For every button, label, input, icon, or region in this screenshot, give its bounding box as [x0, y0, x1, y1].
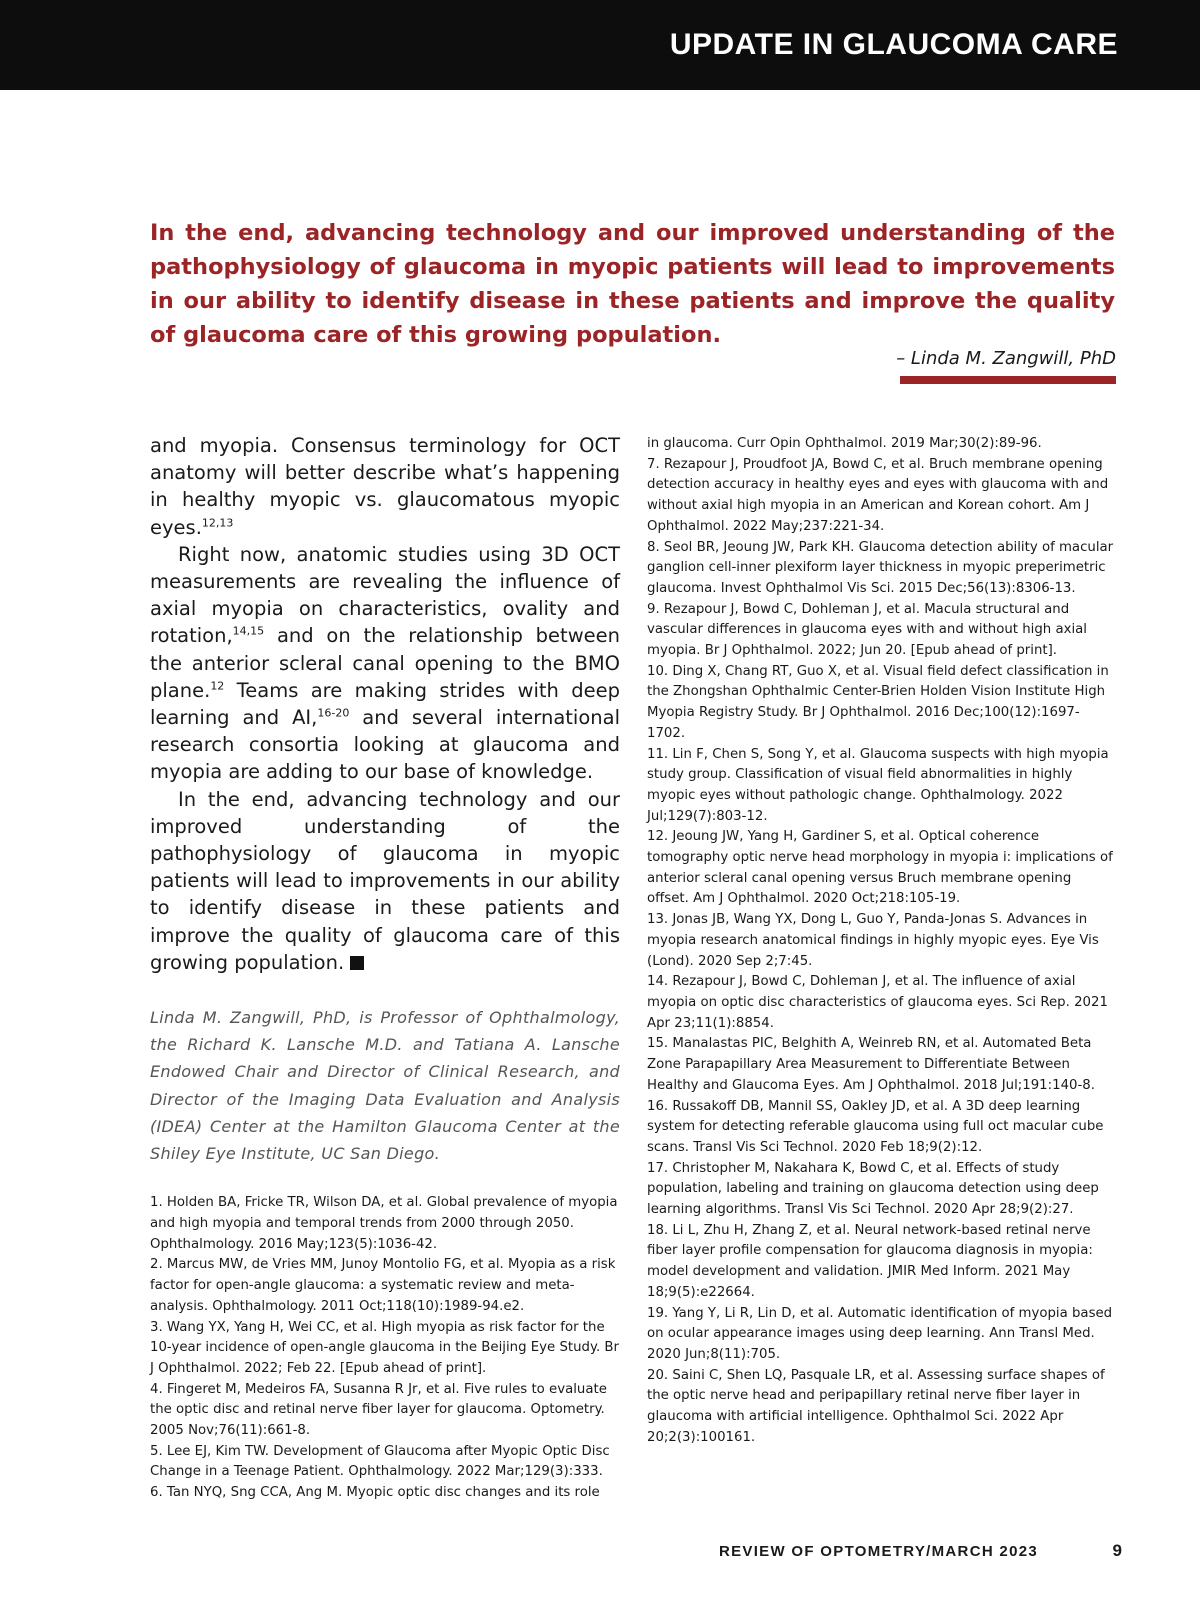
reference-item: 13. Jonas JB, Wang YX, Dong L, Guo Y, Panda-Jonas S. Advances in myopia research anatomical findings in highly myopic eyes. Eye Vis (Lond). 2020 Sep 2;7:45. [647, 912, 1099, 969]
pull-quote-attribution: – Linda M. Zangwill, PhD [896, 348, 1116, 369]
reference-item: 12. Jeoung JW, Yang H, Gardiner S, et al. Optical coherence tomography optic nerve head morphology in myopia i: implications of anterior scleral canal opening versus Bruch membrane opening offset. Am J Ophthalmol. 2020 Oct;218:105-19. [647, 829, 1113, 907]
reference-item: 15. Manalastas PIC, Belghith A, Weinreb RN, et al. Automated Beta Zone Parapapillary Area Measurement to Differentiate Between Healthy and Glaucoma Eyes. Am J Ophthalmol. 2018 Jul;191:140-8. [647, 1036, 1095, 1093]
reference-item: 19. Yang Y, Li R, Lin D, et al. Automatic identification of myopia based on ocular appearance images using deep learning. Ann Transl Med. 2020 Jun;8(11):705. [647, 1305, 1113, 1362]
reference-item: 5. Lee EJ, Kim TW. Development of Glaucoma after Myopic Optic Disc Change in a Teenage Patient. Ophthalmology. 2022 Mar;129(3):333. [150, 1443, 610, 1480]
footer-journal-title: REVIEW OF OPTOMETRY/MARCH 2023 [718, 1543, 1038, 1560]
citation: 16-20 [317, 706, 350, 720]
citation: 14,15 [232, 624, 265, 638]
pull-quote: In the end, advancing technology and our improved understanding of the pathophysiology of glaucoma in myopic patients will lead to improvements in our ability to identify disease in these patients and improve the quality of glaucoma care of this growing population. [150, 220, 1115, 348]
right-column [647, 434, 1115, 1448]
reference-item: 2. Marcus MW, de Vries MM, Junoy Montolio FG, et al. Myopia as a risk factor for open-angle glaucoma: a systematic review and meta-analysis. Ophthalmology. 2011 Oct;118(10):1989-94.e2. [150, 1257, 616, 1314]
reference-item: 20. Saini C, Shen LQ, Pasquale LR, et al. Assessing surface shapes of the optic nerve head and peripapillary retinal nerve fiber layer in glaucoma with artificial intelligence. Ophthalmol Sci. 2022 Apr 20;2(3):100161. [647, 1367, 1105, 1445]
reference-item: 8. Seol BR, Jeoung JW, Park KH. Glaucoma detection ability of macular ganglion cell-inner plexiform layer thickness in myopic preperimetric glaucoma. Invest Ophthalmol Vis Sci. 2015 Dec;56(13):8306-13. [647, 539, 1114, 596]
left-column [150, 432, 620, 1504]
article-body [150, 432, 620, 976]
citation: 12,13 [201, 516, 234, 530]
reference-item: 18. Li L, Zhu H, Zhang Z, et al. Neural network-based retinal nerve fiber layer profile compensation for glaucoma diagnosis in myopia: model development and validation. JMIR Med Inform. 2021 May 18;9(5):e22664. [647, 1222, 1093, 1300]
end-of-article-icon [350, 956, 364, 970]
reference-item: 14. Rezapour J, Bowd C, Dohleman J, et al. The influence of axial myopia on optic disc characteristics of glaucoma eyes. Sci Rep. 2021 Apr 23;11(1):8854. [647, 974, 1108, 1031]
article-paragraph: Right now, anatomic studies using 3D OCT measurements are revealing the influence of axial myopia on characteristics, ovality and rotation,$^{14,15}$ and on the relationship between the anterior scleral canal opening to the BMO plane.$^{12}$ Teams are making strides with deep learning and AI,$^{16-20}$ and several international research consortia looking at glaucoma and myopia are adding to our base of knowledge. [150, 542, 620, 784]
references-right [647, 434, 1115, 1448]
reference-item: 7. Rezapour J, Proudfoot JA, Bowd C, et al. Bruch membrane opening detection accuracy in healthy eyes and eyes with glaucoma with and without axial high myopia in an American and Korean cohort. Am J Ophthalmol. 2022 May;237:221-34. [647, 456, 1109, 534]
reference-item: 9. Rezapour J, Bowd C, Dohleman J, et al. Macula structural and vascular differences in glaucoma eyes with and without high axial myopia. Br J Ophthalmol. 2022; Jun 20. [Epub ahead of print]. [647, 601, 1088, 659]
reference-item: 17. Christopher M, Nakahara K, Bowd C, et al. Effects of study population, labeling and training on glaucoma detection using deep learning algorithms. Transl Vis Sci Technol. 2020 Apr 28;9(2):27. [647, 1160, 1099, 1218]
page-number: 9 [1112, 1541, 1122, 1560]
reference-item: 10. Ding X, Chang RT, Guo X, et al. Visual field defect classification in the Zhongshan Ophthalmic Center-Brien Holden Vision Institute High Myopia Registry Study. Br J Ophthalmol. 2016 Dec;100(12):1697-1702. [647, 663, 1109, 741]
reference-item: 6. Tan NYQ, Sng CCA, Ang M. Myopic optic disc changes and its role [150, 1485, 600, 1501]
reference-item: 3. Wang YX, Yang H, Wei CC, et al. High myopia as risk factor for the 10-year incidence of open-angle glaucoma in the Beijing Eye Study. Br J Ophthalmol. 2022; Feb 22. [Epub ahead of print]. [150, 1319, 619, 1376]
attribution-rule [900, 376, 1116, 384]
author-bio: Linda M. Zangwill, PhD, is Professor of Ophthalmology, the Richard K. Lansche M.D. and Tatiana A. Lansche Endowed Chair and Director of Clinical Research, and Director of the Imaging Data Evaluation and Analysis (IDEA) Center at the Hamilton Glaucoma Center at the Shiley Eye Institute, UC San Diego. [150, 1008, 620, 1164]
reference-item: 11. Lin F, Chen S, Song Y, et al. Glaucoma suspects with high myopia study group. Classification of visual field abnormalities in highly myopic eyes without pathologic change. Ophthalmology. 2022 Jul;129(7):803-12. [647, 746, 1109, 824]
reference-item: 16. Russakoff DB, Mannil SS, Oakley JD, et al. A 3D deep learning system for detecting referable glaucoma using full oct macular cube scans. Transl Vis Sci Technol. 2020 Feb 18;9(2):12. [647, 1098, 1104, 1155]
article-paragraph: and myopia. Consensus terminology for OCT anatomy will better describe what’s happening in healthy myopic vs. glaucomatous myopic eyes.$^{12,13}$ [150, 434, 620, 539]
reference-item: 4. Fingeret M, Medeiros FA, Susanna R Jr, et al. Five rules to evaluate the optic disc and retinal nerve fiber layer for glaucoma. Optometry. 2005 Nov;76(11):661-8. [150, 1381, 607, 1439]
article-paragraph: In the end, advancing technology and our improved understanding of the pathophysiology of glaucoma in myopic patients will lead to improvements in our ability to identify disease in these patients and improve the quality of glaucoma care of this growing population. [150, 787, 620, 974]
references-left [150, 1193, 620, 1504]
citation: 12 [210, 679, 225, 693]
reference-item: in glaucoma. Curr Opin Ophthalmol. 2019 Mar;30(2):89-96. [647, 436, 1042, 451]
reference-item: 1. Holden BA, Fricke TR, Wilson DA, et al. Global prevalence of myopia and high myopia and temporal trends from 2000 through 2050. Ophthalmology. 2016 May;123(5):1036-42. [150, 1195, 618, 1252]
header-bar [0, 0, 1200, 90]
section-title: UPDATE IN GLAUCOMA CARE [669, 28, 1118, 61]
